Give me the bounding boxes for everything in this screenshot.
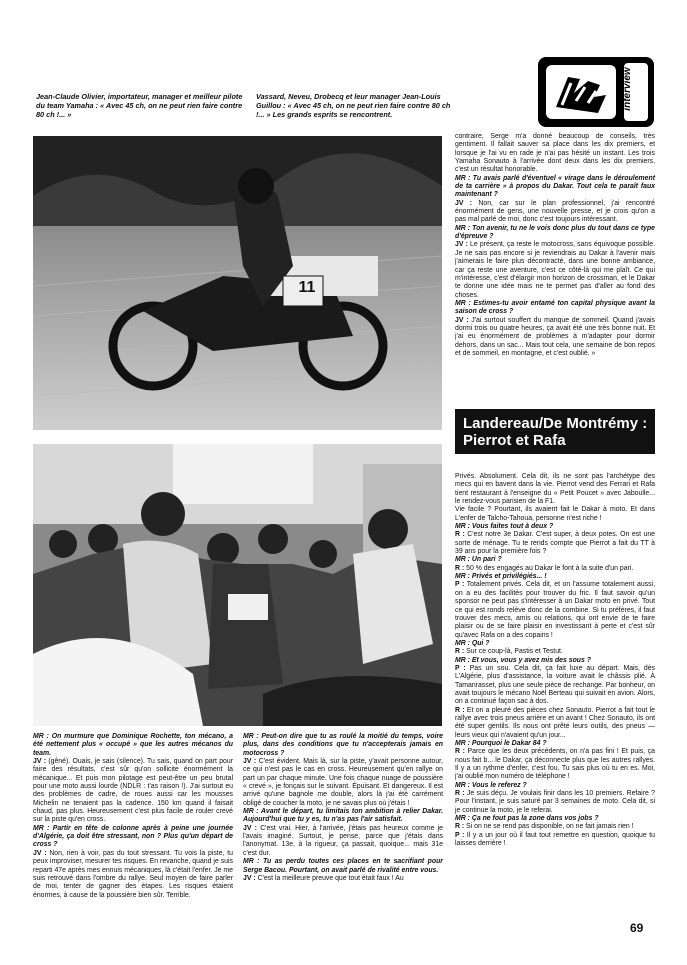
answer: JV : (gêné). Ouais, je sais (silence). Tu sais, quand on part pour faire des résultats, c'est sûr qu'on sollicite énormément la mécanique... Et puis mon pilotage est peut-être un peu brutal pour une moto aussi lourde (NDLR : t'as raison !). J'ai surtout eu des problèmes de cadre, de roues aussi car les mousses Michelin ne tenaient pas la cadence. 150 km quand il faisait chaud, pas plus. Heureusement c'est plus facile de rouler crevé sur la piste qu'en cross. bbox=[33, 758, 234, 824]
answer: P : Il y a un jour où il faut tout remettre en question, quoique tu laisses derrière ! bbox=[455, 831, 655, 848]
question: MR : Ça ne fout pas la zone dans vos jobs ? bbox=[455, 815, 599, 823]
paragraph: Privés. Absolument. Cela dit, ils ne sont pas l'archétype des mecs qui en bavent dans la vie. Pierrot vend des Ferrari et Rafa tient restaurant à l'enseigne du « Petit Poucet » avec Jaboulle... le rendez-vous parisien de la F1. bbox=[455, 473, 655, 506]
bottom-middle-column-text bbox=[243, 733, 443, 883]
right-column-top-text bbox=[455, 133, 655, 358]
question: MR : Un pari ? bbox=[455, 556, 502, 564]
paragraph: contraire, Serge m'a donné beaucoup de conseils, très gentiment. Il fallait sauver sa place dans les dix premiers, et lorsque je l'ai vu en rade je n'ai pas hésité un instant. Les trois Yamaha Sonauto à l'arrivée dont deux dans les dix premiers, c'est un résultat honorable. bbox=[455, 133, 655, 174]
answer: R : 50 % des engagés au Dakar le font à la suite d'un pari. bbox=[455, 564, 634, 572]
answer: P : Totalement privés. Cela dit, et on l'assume totalement aussi, on a eu des facilités pour trouver du fric. Il faut savoir qu'un sponsor ne peut pas s'intéresser à un Dakar moto en privé. Tout ce qui est ronds relève donc de la combine. Si tu préfères, il faut trouver des mecs, amis ou relations, qui ont envie de te faire plaisir ou de se faire plaisir en investissant à perte et c'est sûr qu'avec Rafa on a des copains ! bbox=[455, 581, 655, 639]
question: MR : Et vous, vous y avez mis des sous ? bbox=[455, 656, 591, 664]
bike-number-plate: 11 bbox=[298, 279, 316, 296]
answer: P : Pas un sou. Cela dit, ça fait luxe au départ. Mais, dès L'Algérie, plus d'assistance, la voiture avait le châssis plié. À Tamanrasset, plus une seule pièce de rechange. Par bonheur, on avait toujours le mécano Noël Berteau qui suivait en avion. Alors, on a continué façon sac à dos. bbox=[455, 664, 655, 706]
interview-label: interview bbox=[622, 67, 633, 111]
answer: JV : Non, rien à voir, pas du tout stressant. Tu vois la piste, tu peux improviser, mesurer tes risques. En revanche, quand je suis reparti 47e après mes ennuis mécaniques, là c'était l'enfer. Je me suis retrouvé dans l'ombre du rallye. Seul moyen de faire parler de moi, tenter de gagner des étapes. Les risques étaient énormes, à cause de la poussière bien sûr. Terrible. bbox=[33, 849, 234, 899]
question: MR : Avant le départ, tu limitais ton ambition à relier Dakar. Aujourd'hui que tu y es, tu n'as pas l'air satisfait. bbox=[243, 808, 443, 824]
photo-team-crowd bbox=[33, 444, 442, 726]
answer: JV : C'est vrai. Hier, à l'arrivée, j'étais pas heureux comme je l'avais imaginé. Surtout, je pense, parce que j'étais dans l'anonymat. 13e, à la rigueur, ça passait, quoique... mais 31e c'est dur. bbox=[243, 824, 443, 857]
question: MR : Vous faites tout à deux ? bbox=[455, 523, 554, 531]
question: MR : Privés et privilégiés... ! bbox=[455, 573, 547, 581]
right-column-bottom-text bbox=[455, 473, 655, 848]
paragraph: Vie facile ? Pourtant, ils avaient fait le Dakar à moto. Et dans L'enfer de Talcho-Tahoua, personne n'est riche ! bbox=[455, 506, 655, 522]
question: MR : Qui ? bbox=[455, 639, 490, 647]
answer: JV : Le présent, ça reste le motocross, sans équivoque possible. Je ne sais pas encore si je reviendrais au Dakar à l'avenir mais j'aimerais le faire plus décontracté, dans une bonne ambiance, car ça reste une aventure, c'est ce côté-là qui me plaît. Ce qui m'intéresse, c'est d'élargir mon horizon de crossman, et le Dakar te donne une idée mais ne te permet pas d'aller au fond des choses. bbox=[455, 241, 655, 299]
question: MR : On murmure que Dominique Rochette, ton mécano, a été nettement plus « occupé » que les autres mécanos du team. bbox=[33, 733, 233, 757]
answer: R : Je suis déçu. Je voulais finir dans les 10 premiers. Refaire ? Pour l'instant, je suis saturé par 3 semaines de moto. Cela dit, si je continue la moto, je le referai. bbox=[455, 790, 655, 814]
answer: R : Sur ce coup-là, Pastis et Testut. bbox=[455, 648, 563, 656]
answer: R : Si on ne se rend pas disponible, on ne fait jamais rien ! bbox=[455, 823, 634, 831]
question: MR : Pourquoi le Dakar 84 ? bbox=[455, 740, 547, 747]
page-number: 69 bbox=[630, 921, 644, 935]
question: MR : Tu avais parlé d'éventuel « virage dans le déroulement de ta carrière » à propos du Dakar. Tout cela te paraît faux maintenant ? bbox=[455, 174, 655, 199]
answer: JV : C'est évident. Mais là, sur la piste, y'avait personne autour, ce qui n'est pas le cas en cross. Heureusement qu'en rallye on part un par chaque minute. Une fois chaque nuage de poussière « crevé », je fonçais sur le suivant. Épuisant. Et dangereux. Il est arrivé qu'une bagnole me double, alors là j'ai été carrément obligé de coucher la moto, je ne savais plus où j'étais ! bbox=[243, 758, 444, 807]
bottom-left-column-text bbox=[33, 733, 233, 900]
answer: JV : Non, car sur le plan professionnel, j'ai rencontré énormément de gens, une nouvelle presse, et je crois qu'on a pas mal parlé de moi, donc c'est toujours intéressant. bbox=[455, 199, 655, 224]
photo-caption-left: Jean-Claude Olivier, importateur, manager et meilleur pilote du team Yamaha : « Avec 45 ch, on ne peut rien faire contre 80 ch !... » bbox=[36, 92, 243, 119]
photo-caption-right: Vassard, Neveu, Drobecq et leur manager Jean-Louis Guillou : « Avec 45 ch, on ne peut rien faire contre 80 ch !... » Les grands esprits se rencontrent. bbox=[256, 92, 451, 119]
section-title: Landereau/De Montrémy : Pierrot et Rafa bbox=[455, 409, 655, 454]
question: MR : Partir en tête de colonne après à peine une journée d'Algérie, ça doit être stressant, non ? Plus qu'un départ de cross ? bbox=[33, 824, 233, 849]
question: MR : Estimes-tu avoir entamé ton capital physique avant la saison de cross ? bbox=[455, 299, 655, 316]
answer: JV : C'est la meilleure preuve que tout était faux ! Au bbox=[243, 874, 404, 882]
photo-motorcycle-rider bbox=[33, 136, 442, 430]
question: MR : Vous le referez ? bbox=[455, 781, 527, 789]
interview-logo bbox=[538, 57, 654, 127]
question: MR : Peut-on dire que tu as roulé la moitié du temps, voire plus, dans des conditions que tu n'accepterais jamais en motocross ? bbox=[243, 733, 443, 757]
answer: R : Et on a pleuré des pièces chez Sonauto. Pierrot a fait tout le rallye avec trois pneus arrière et un avant ! Chez Sonauto, ils ont été super gentils. Ils nous ont prêté leurs outils, des pneus — leurs vieux qui n'avaient qu'un jour... bbox=[455, 706, 656, 739]
question: MR : Ton avenir, tu ne le vois donc plus du tout dans ce type d'épreuve ? bbox=[455, 224, 655, 241]
answer: R : C'est notre 3e Dakar. C'est super, à deux potes. On est une sorte de ménage. Tu te rends compte que Pierrot a fait du TT à 39 ans pour la première fois ? bbox=[455, 531, 655, 556]
question: MR : Tu as perdu toutes ces places en te sacrifiant pour Serge Bacou. Pourtant, on avait parlé de rivalité entre vous. bbox=[243, 858, 443, 874]
answer: JV : J'ai surtout souffert du manque de sommeil. Quand j'avais dormi trois ou quatre heures, ça avait été une très bonne nuit. Et j'ai eu énormément de problèmes à m'adapter pour dormir dehors, dans un sac... Mais tout cela, une semaine de bon repos et de sommeil, en montagne, et c'est oublié. » bbox=[455, 316, 655, 357]
answer: R : Parce que les deux précédents, on n'a pas fini ! Et puis, ça nous fait b... le Dakar, ça déconnecte plus que les autres rallyes. Il y a un rythme d'enfer, c'est fou. Tu sais plus où tu en es. Moi, j'ai oublié mon numéro de téléphone ! bbox=[455, 748, 655, 781]
